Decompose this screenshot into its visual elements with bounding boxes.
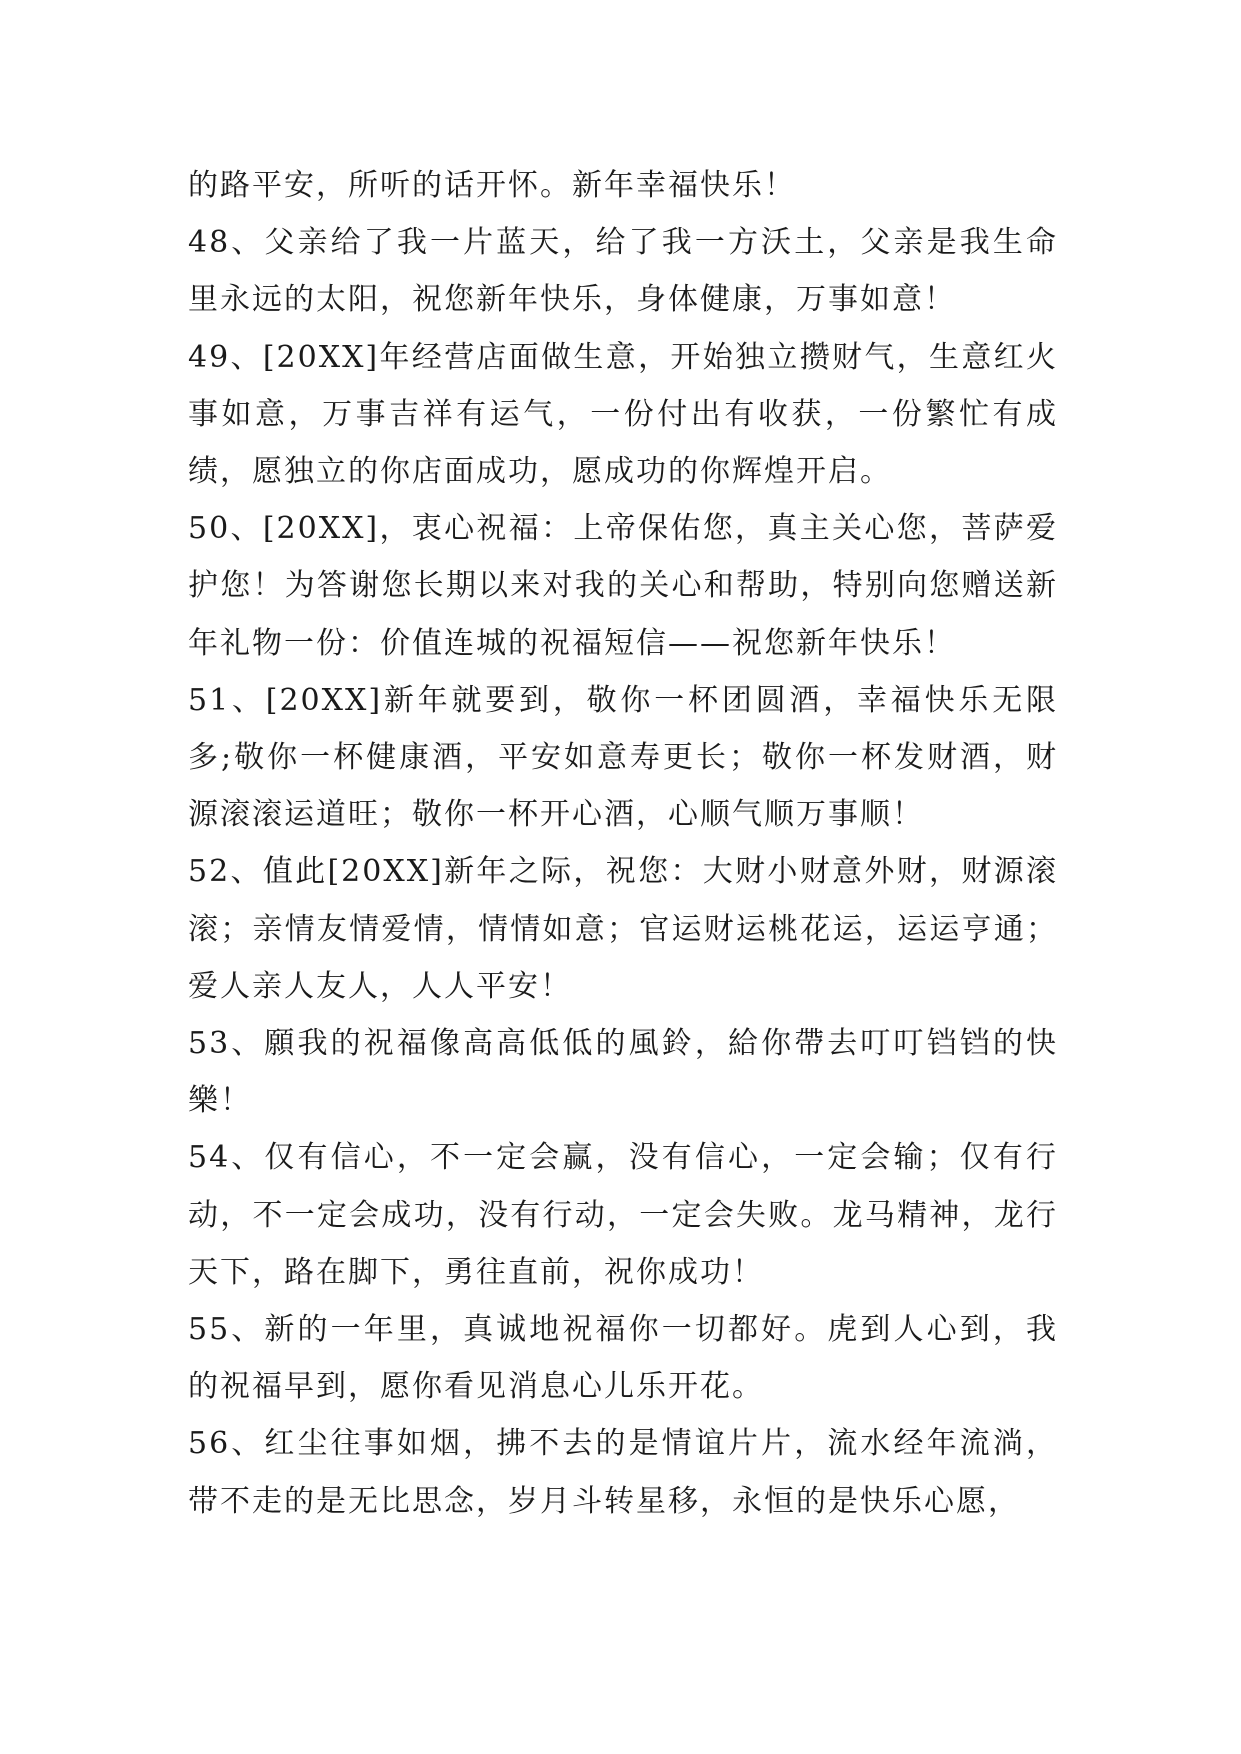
paragraph-50: 50、[20XX]，衷心祝福：上帝保佑您，真主关心您，菩萨爱护您！为答谢您长期以来对我的关心和帮助，特别向您赠送新年礼物一份：价值连城的祝福短信——祝您新年快乐！ [188, 511, 1058, 661]
paragraph-49: 49、[20XX]年经营店面做生意，开始独立攒财气，生意红火事如意，万事吉祥有运气，一份付出有收获，一份繁忙有成绩，愿独立的你店面成功，愿成功的你辉煌开启。 [188, 339, 1058, 490]
paragraph-55: 55、新的一年里，真诚地祝福你一切都好。虎到人心到，我的祝福早到，愿你看见消息心儿乐开花。 [188, 1312, 1058, 1405]
paragraph-56: 56、红尘往事如烟，拂不去的是情谊片片，流水经年流淌，带不走的是无比思念，岁月斗转星移，永恒的是快乐心愿， [188, 1426, 1058, 1519]
paragraph-53: 53、願我的祝福像高高低低的風鈴，給你帶去叮叮铛铛的快樂！ [188, 1026, 1058, 1119]
paragraph-52: 52、值此[20XX]新年之际，祝您：大财小财意外财，财源滚滚；亲情友情爱情，情情如意；官运财运桃花运，运运亨通；爱人亲人友人，人人平安！ [188, 854, 1058, 1004]
document-body [188, 157, 1058, 1530]
paragraph-48: 48、父亲给了我一片蓝天，给了我一方沃土，父亲是我生命里永远的太阳，祝您新年快乐，身体健康，万事如意！ [188, 225, 1058, 318]
paragraph-54: 54、仅有信心，不一定会赢，没有信心，一定会输；仅有行动，不一定会成功，没有行动，一定会失败。龙马精神，龙行天下，路在脚下，勇往直前，祝你成功！ [188, 1140, 1058, 1290]
paragraph-51: 51、[20XX]新年就要到，敬你一杯团圆酒，幸福快乐无限多;敬你一杯健康酒，平安如意寿更长；敬你一杯发财酒，财源滚滚运道旺；敬你一杯开心酒，心顺气顺万事顺！ [188, 682, 1058, 833]
paragraph-continuation: 的路平安，所听的话开怀。新年幸福快乐！ [188, 168, 796, 203]
